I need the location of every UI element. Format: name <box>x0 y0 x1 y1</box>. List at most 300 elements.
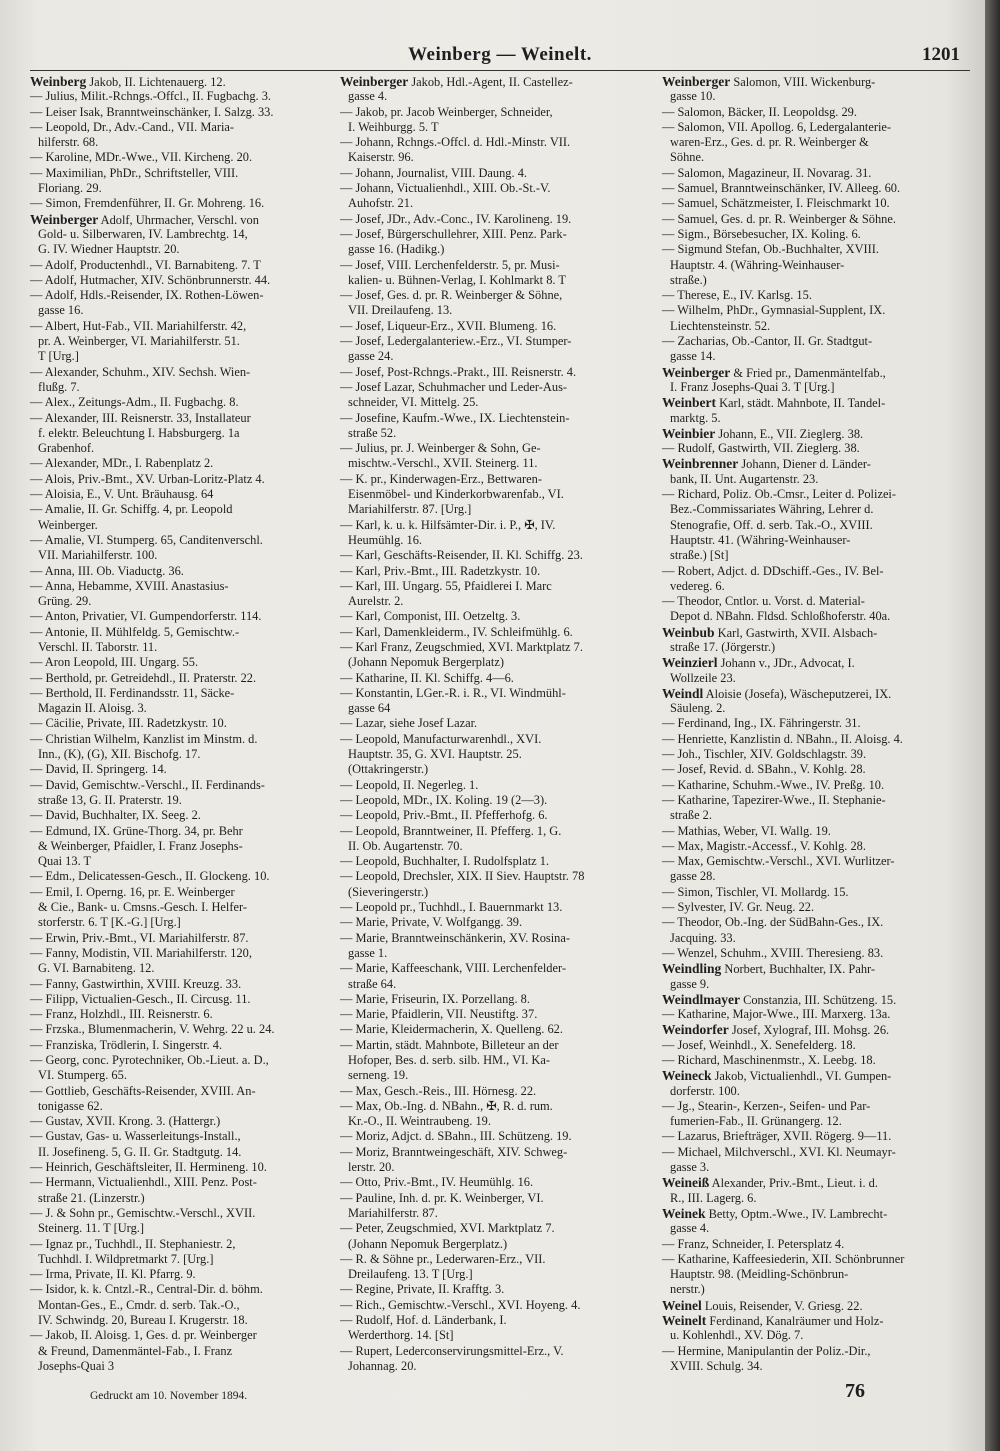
directory-line: — Katharine, II. Kl. Schiffg. 4—6. <box>340 670 514 685</box>
directory-line: — Katharine, Major-Wwe., III. Marxerg. 13a. <box>662 1007 891 1022</box>
directory-line: — Josef, Ledergalanteriew.-Erz., VI. Stumper- <box>340 334 572 349</box>
directory-entry-head <box>662 74 972 89</box>
directory-line: — Marie, Kaffeeschank, VIII. Lerchenfelder- <box>340 961 566 976</box>
directory-line: gasse 4. <box>670 1221 710 1236</box>
directory-line: Steinerg. 11. T [Urg.] <box>38 1221 145 1236</box>
print-date: Gedruckt am 10. November 1894. <box>90 1390 248 1402</box>
entry-text: Johann v., JDr., Advocat, I. <box>717 656 855 671</box>
directory-line: Hofoper, Bes. d. serb. silb. HM., VI. Ka- <box>348 1053 550 1067</box>
directory-line: — Johann, Journalist, VIII. Daung. 4. <box>340 165 527 180</box>
directory-line: — Alois, Priv.-Bmt., XV. Urban-Loritz-Platz 4. <box>30 471 265 486</box>
directory-line: & Weinberger, Pfaidler, I. Franz Josephs- <box>38 838 243 853</box>
directory-line: G. VI. Barnabiteng. 12. <box>38 961 155 976</box>
directory-line: — Simon, Tischler, VI. Mollardg. 15. <box>662 884 849 899</box>
entry-text: & Fried pr., Damenmäntelfab., <box>730 365 886 380</box>
directory-line: — Ferdinand, Ing., IX. Fähringerstr. 31. <box>662 716 861 731</box>
directory-line: — Katharine, Tapezirer-Wwe., II. Stephanie- <box>662 792 886 807</box>
directory-line: Verschl. II. Taborstr. 11. <box>38 639 158 654</box>
directory-line: — Josef, VIII. Lerchenfelderstr. 5, pr. Musi- <box>340 257 560 272</box>
entry-text: Norbert, Buchhalter, IX. Pahr- <box>721 962 876 977</box>
directory-line: straße 13, G. II. Praterstr. 19. <box>38 792 182 807</box>
directory-line: IV. Schwindg. 20, Bureau I. Krugerstr. 18. <box>38 1313 248 1328</box>
directory-line: — Peter, Zeugschmied, XVI. Marktplatz 7. <box>340 1221 555 1236</box>
directory-line: Montan-Ges., E., Cmdr. d. serb. Tak.-O., <box>38 1297 240 1312</box>
directory-line: — Marie, Kleidermacherin, X. Quelleng. 62. <box>340 1022 563 1037</box>
directory-line: — Salomon, VII. Apollog. 6, Ledergalanterie- <box>662 119 892 134</box>
directory-line: — Mathias, Weber, VI. Wallg. 19. <box>662 823 831 838</box>
directory-line: — Ignaz pr., Tuchhdl., II. Stephaniestr. 2, <box>30 1236 236 1251</box>
directory-line: Kaiserstr. 96. <box>348 150 414 165</box>
directory-entry-head <box>662 1068 972 1083</box>
directory-line: — R. & Söhne pr., Lederwaren-Erz., VII. <box>340 1251 546 1266</box>
directory-line: Grabenhof. <box>38 441 95 456</box>
directory-line: — Alex., Zeitungs-Adm., II. Fugbachg. 8. <box>30 395 239 410</box>
surname: Weineiß <box>662 1175 710 1191</box>
directory-line: — Johann, Victualienhdl., XIII. Ob.-St.-V. <box>340 181 551 196</box>
directory-line: I. Franz Josephs-Quai 3. T [Urg.] <box>670 379 835 394</box>
entry-text: Alexander, Priv.-Bmt., Lieut. i. d. <box>709 1176 878 1191</box>
directory-line: f. elektr. Beleuchtung I. Habsburgerg. 1a <box>38 425 240 440</box>
directory-line: — Josefine, Kaufm.-Wwe., IX. Liechtenstein- <box>340 410 570 425</box>
entry-text: Louis, Reisender, V. Griesg. 22. <box>701 1298 863 1313</box>
directory-line: gasse 24. <box>348 349 394 364</box>
directory-entry-head <box>662 961 972 976</box>
directory-line: — Leopold, Buchhalter, I. Rudolfsplatz 1. <box>340 854 550 869</box>
directory-line: gasse 4. <box>348 89 388 104</box>
directory-line: R., III. Lagerg. 6. <box>670 1190 757 1205</box>
directory-line: Grüng. 29. <box>38 594 92 609</box>
directory-line: Inn., (K), (G), XII. Bischofg. 17. <box>38 747 201 762</box>
directory-line: VII. Mariahilferstr. 100. <box>38 548 158 563</box>
directory-line: Kr.-O., II. Weintraubeng. 19. <box>348 1114 491 1129</box>
column-1 <box>30 74 350 1374</box>
directory-line: II. Ob. Augartenstr. 70. <box>348 838 463 853</box>
directory-line: u. Kohlenhdl., XV. Dög. 7. <box>670 1328 804 1343</box>
directory-line: — Josef, JDr., Adv.-Conc., IV. Karolineng. 19. <box>340 211 572 226</box>
surname: Weinberger <box>340 74 409 89</box>
directory-line: & Cie., Bank- u. Cmsns.-Gesch. I. Helfer- <box>38 900 247 915</box>
directory-line: — Sigm., Börsebesucher, IX. Koling. 6. <box>662 226 861 241</box>
directory-line: — Heinrich, Geschäftsleiter, II. Hermineng. 10. <box>30 1160 267 1175</box>
directory-line: straße 52. <box>348 425 397 440</box>
directory-line: — Isidor, k. k. Cntzl.-R., Central-Dir. d. böhm. <box>30 1282 263 1297</box>
directory-entry-head <box>340 74 660 89</box>
directory-line: — Rich., Gemischtw.-Verschl., XVI. Hoyeng. 4. <box>340 1297 581 1312</box>
directory-line: straße 2. <box>670 808 712 823</box>
directory-line: Heumühlg. 16. <box>348 532 422 547</box>
directory-line: flußg. 7. <box>38 379 80 394</box>
sheet-number: 76 <box>845 1380 865 1402</box>
directory-line: Söhne. <box>670 150 705 165</box>
directory-line: XVIII. Schulg. 34. <box>670 1358 763 1373</box>
column-3 <box>662 74 972 1374</box>
directory-line: Floriang. 29. <box>38 181 102 196</box>
entry-text: Salomon, VIII. Wickenburg- <box>730 75 876 89</box>
surname: Weineck <box>662 1068 712 1084</box>
directory-line: straße 64. <box>348 976 397 991</box>
directory-line: Quai 13. T <box>38 854 92 869</box>
directory-line: — Anton, Privatier, VI. Gumpendorferstr. 114. <box>30 609 262 624</box>
surname: Weinberger <box>662 364 731 380</box>
directory-line: — Marie, Pfaidlerin, VII. Neustiftg. 37. <box>340 1007 538 1022</box>
directory-entry-head <box>662 1206 972 1221</box>
entry-text: Ferdinand, Kanalräumer und Holz- <box>706 1314 884 1329</box>
surname: Weinek <box>662 1205 706 1221</box>
directory-line: (Johann Nepomuk Bergerplatz) <box>348 655 504 670</box>
entry-text: Jakob, Victualienhdl., VI. Gumpen- <box>711 1069 892 1084</box>
page-title: Weinberg — Weinelt. <box>408 44 592 65</box>
directory-line: — Anna, Hebamme, XVIII. Anastasius- <box>30 578 229 593</box>
entry-text: Johann, Diener d. Länder- <box>738 457 871 472</box>
directory-line: — Joh., Tischler, XIV. Goldschlagstr. 39. <box>662 747 867 762</box>
directory-line: — Jg., Stearin-, Kerzen-, Seifen- und Par- <box>662 1098 871 1113</box>
directory-line: — Jakob, II. Aloisg. 1, Ges. d. pr. Weinberger <box>30 1328 257 1343</box>
directory-line: — Karl, Damenkleiderm., IV. Schleifmühlg. 6. <box>340 624 573 639</box>
directory-line: — Gottlieb, Geschäfts-Reisender, XVIII. An- <box>30 1083 256 1098</box>
directory-line: (Ottakringerstr.) <box>348 762 429 777</box>
surname: Weinberg <box>30 74 87 89</box>
directory-line: — Julius, Milit.-Rchngs.-Offcl., II. Fugbachg. 3. <box>30 89 272 104</box>
directory-line: VII. Dreilaufeng. 13. <box>348 303 453 318</box>
directory-line: storferstr. 6. T [K.-G.] [Urg.] <box>38 915 181 930</box>
directory-line: — Samuel, Branntweinschänker, IV. Alleeg. 60. <box>662 181 901 196</box>
directory-entry-head <box>662 686 972 701</box>
directory-line: — Rudolf, Hof. d. Länderbank, I. <box>340 1313 507 1328</box>
directory-line: — Franz, Schneider, I. Petersplatz 4. <box>662 1236 845 1251</box>
directory-line: — Salomon, Bäcker, II. Leopoldsg. 29. <box>662 104 857 119</box>
directory-line: — Karoline, MDr.-Wwe., VII. Kircheng. 20. <box>30 150 253 165</box>
page-header <box>30 44 970 68</box>
entry-text: Karl, städt. Mahnbote, II. Tandel- <box>716 396 886 411</box>
directory-line: Magazin II. Aloisg. 3. <box>38 701 147 716</box>
surname: Weindl <box>662 685 704 701</box>
directory-line: gasse 1. <box>348 945 388 960</box>
directory-line: — Therese, E., IV. Karlsg. 15. <box>662 288 812 303</box>
scan-edge <box>985 0 1000 1451</box>
directory-line: straße 21. (Linzerstr.) <box>38 1190 145 1205</box>
directory-entry-head <box>662 395 972 410</box>
directory-line: gasse 16. <box>38 303 84 318</box>
directory-line: — Cäcilie, Private, III. Radetzkystr. 10. <box>30 716 227 731</box>
directory-line: — Anna, III. Ob. Viaductg. 36. <box>30 563 184 578</box>
directory-line: — Aloisia, E., V. Unt. Bräuhausg. 64 <box>30 487 214 502</box>
directory-line: — Edm., Delicatessen-Gesch., II. Glockeng. 10. <box>30 869 270 884</box>
entry-text: Adolf, Uhrmacher, Verschl. von <box>98 212 259 227</box>
directory-line: Hauptstr. 98. (Meidling-Schönbrun- <box>670 1267 849 1282</box>
directory-line: tonigasse 62. <box>38 1098 103 1113</box>
header-rule <box>30 70 970 71</box>
directory-line: — Salomon, Magazineur, II. Novarag. 31. <box>662 165 872 180</box>
directory-line: — Fanny, Gastwirthin, XVIII. Kreuzg. 33. <box>30 976 242 991</box>
surname: Weinbert <box>662 395 716 411</box>
directory-line: — Martin, städt. Mahnbote, Billeteur an der <box>340 1037 559 1052</box>
directory-line: — Marie, Private, V. Wolfgangg. 39. <box>340 915 523 930</box>
directory-line: — Wilhelm, PhDr., Gymnasial-Supplent, IX. <box>662 303 886 318</box>
directory-line: — J. & Sohn pr., Gemischtw.-Verschl., XVII. <box>30 1205 256 1220</box>
directory-line: straße 17. (Jörgerstr.) <box>670 639 776 654</box>
directory-line: — Richard, Poliz. Ob.-Cmsr., Leiter d. Polizei- <box>662 487 897 502</box>
directory-line: gasse 64 <box>348 701 391 716</box>
directory-line: Weinberger. <box>38 517 98 532</box>
directory-line: — David, Gemischtw.-Verschl., II. Ferdinands- <box>30 777 265 792</box>
directory-line: pr. A. Weinberger, VI. Mariahilferstr. 51. <box>38 334 240 349</box>
directory-line: — Johann, Rchngs.-Offcl. d. Hdl.-Minstr. VII. <box>340 135 571 150</box>
directory-line: — Antonie, II. Mühlfeldg. 5, Gemischtw.- <box>30 624 240 639</box>
directory-line: gasse 16. (Hadikg.) <box>348 242 445 257</box>
surname: Weindlmayer <box>662 991 740 1007</box>
directory-line: (Sieveringerstr.) <box>348 884 429 899</box>
directory-line: II. Josefineng. 5, G. II. Gr. Stadtgutg. 14. <box>38 1144 242 1159</box>
directory-line: — David, Buchhalter, IX. Seeg. 2. <box>30 808 201 823</box>
directory-line: — Leopold, Drechsler, XIX. II Siev. Hauptstr. 78 <box>340 869 585 884</box>
directory-line: — Katharine, Schuhm.-Wwe., IV. Preßg. 10. <box>662 777 885 792</box>
directory-line: kalien- u. Bühnen-Verlag, I. Kohlmarkt 8. T <box>348 272 566 287</box>
directory-line: Hauptstr. 41. (Währing-Weinhauser- <box>670 532 851 547</box>
directory-line: gasse 10. <box>670 89 716 104</box>
directory-line: — Franziska, Trödlerin, I. Singerstr. 4. <box>30 1037 223 1052</box>
directory-line: — Alexander, III. Reisnerstr. 33, Installateur <box>30 410 251 425</box>
directory-line: — Max, Ob.-Ing. d. NBahn., ✠, R. d. rum. <box>340 1098 553 1113</box>
directory-line: — Gustav, XVII. Krong. 3. (Hattergr.) <box>30 1114 221 1129</box>
directory-line: — Theodor, Ob.-Ing. der SüdBahn-Ges., IX. <box>662 915 884 930</box>
directory-entry-head <box>662 1022 972 1037</box>
directory-line: Aurelstr. 2. <box>348 594 404 609</box>
directory-line: — Aron Leopold, III. Ungarg. 55. <box>30 655 199 670</box>
directory-line: T [Urg.] <box>38 349 79 364</box>
directory-line: Mariahilferstr. 87. <box>348 1205 438 1220</box>
directory-line: Jacquing. 33. <box>670 930 736 945</box>
directory-entry-head <box>662 1175 972 1190</box>
directory-line: — Josef Lazar, Schuhmacher und Leder-Aus- <box>340 379 568 394</box>
directory-line: — Karl Franz, Zeugschmied, XVI. Marktplatz 7. <box>340 639 583 654</box>
entry-text: Jakob, II. Lichtenauerg. 12. <box>86 75 226 89</box>
surname: Weinzierl <box>662 655 718 671</box>
directory-line: — Leopold pr., Tuchhdl., I. Bauernmarkt 13. <box>340 900 563 915</box>
directory-line: — K. pr., Kinderwagen-Erz., Bettwaren- <box>340 471 542 486</box>
directory-line: — Gustav, Gas- u. Wasserleitungs-Install., <box>30 1129 241 1144</box>
directory-line: — Amalie, VI. Stumperg. 65, Canditenverschl. <box>30 532 263 547</box>
directory-line: waren-Erz., Ges. d. pr. R. Weinberger & <box>670 135 869 150</box>
directory-line: — Richard, Maschinenmstr., X. Leebg. 18. <box>662 1053 876 1067</box>
directory-line: — Leopold, Dr., Adv.-Cand., VII. Maria- <box>30 119 235 134</box>
directory-line: Werderthorg. 14. [St] <box>348 1328 454 1343</box>
directory-line: Tuchhdl. I. Wildpretmarkt 7. [Urg.] <box>38 1251 214 1266</box>
directory-line: G. IV. Wiedner Hauptstr. 20. <box>38 242 180 257</box>
directory-line: Stenografie, Off. d. serb. Tak.-O., XVIII. <box>670 517 873 532</box>
surname: Weindling <box>662 961 722 977</box>
directory-line: gasse 3. <box>670 1160 710 1175</box>
directory-line: dorferstr. 100. <box>670 1083 740 1098</box>
directory-line: Gold- u. Silberwaren, IV. Lambrechtg. 14, <box>38 226 248 241</box>
surname: Weinbier <box>662 425 716 441</box>
directory-line: — Alexander, MDr., I. Rabenplatz 2. <box>30 456 214 471</box>
directory-line: — Karl, III. Ungarg. 55, Pfaidlerei I. Marc <box>340 578 552 593</box>
directory-line: schneider, VI. Mittelg. 25. <box>348 395 479 410</box>
directory-line: — Adolf, Hdls.-Reisender, IX. Rothen-Löwen- <box>30 288 264 303</box>
directory-line: Depot d. NBahn. Fldsd. Schloßhoferstr. 40a. <box>670 609 891 624</box>
directory-line: straße.) [St] <box>670 548 729 563</box>
directory-line: Hauptstr. 4. (Währing-Weinhauser- <box>670 257 845 272</box>
directory-line: — Leiser Isak, Branntweinschänker, I. Salzg. 33. <box>30 104 274 119</box>
directory-line: — Karl, Componist, III. Oetzeltg. 3. <box>340 609 521 624</box>
directory-line: — Leopold, II. Negerleg. 1. <box>340 777 479 792</box>
directory-line: — Karl, Geschäfts-Reisender, II. Kl. Schiffg. 23. <box>340 548 583 563</box>
directory-line: — Jakob, pr. Jacob Weinberger, Schneider, <box>340 104 553 119</box>
page-number: 1201 <box>922 44 960 65</box>
directory-line: — Marie, Friseurin, IX. Porzellang. 8. <box>340 991 530 1006</box>
directory-line: straße.) <box>670 272 707 287</box>
directory-line: nerstr.) <box>670 1282 705 1297</box>
directory-line: — Leopold, Priv.-Bmt., II. Pfefferhofg. 6. <box>340 808 548 823</box>
directory-line: serneng. 19. <box>348 1068 409 1083</box>
surname: Weinelt <box>662 1313 707 1329</box>
column-2 <box>340 74 660 1374</box>
directory-line: Dreilaufeng. 13. T [Urg.] <box>348 1267 473 1282</box>
directory-line: — Georg, conc. Pyrotechniker, Ob.-Lieut. a. D., <box>30 1053 269 1067</box>
directory-line: Mariahilferstr. 87. [Urg.] <box>348 502 472 517</box>
directory-line: — Rudolf, Gastwirth, VII. Zieglerg. 38. <box>662 441 860 456</box>
directory-line: (Johann Nepomuk Bergerplatz.) <box>348 1236 508 1251</box>
directory-line: — Leopold, Branntweiner, II. Pfefferg. 1, G. <box>340 823 562 838</box>
directory-line: marktg. 5. <box>670 410 721 425</box>
directory-line: — Amalie, II. Gr. Schiffg. 4, pr. Leopold <box>30 502 233 517</box>
directory-line: I. Weihburgg. 5. T <box>348 119 439 134</box>
directory-line: — Samuel, Schätzmeister, I. Fleischmarkt 10. <box>662 196 890 211</box>
directory-line: — Moriz, Adjct. d. SBahn., III. Schützeng. 19. <box>340 1129 572 1144</box>
directory-line: — Samuel, Ges. d. pr. R. Weinberger & Söhne. <box>662 211 896 226</box>
directory-line: — Christian Wilhelm, Kanzlist im Minstm. d. <box>30 731 258 746</box>
entry-text: Aloisie (Josefa), Wäscheputzerei, IX. <box>703 686 892 701</box>
directory-line: — Leopold, MDr., IX. Koling. 19 (2—3). <box>340 792 548 807</box>
directory-line: fumerien-Fab., II. Grünangerg. 12. <box>670 1114 842 1129</box>
directory-line: vedereg. 6. <box>670 578 725 593</box>
directory-line: — Berthold, II. Ferdinandsstr. 11, Säcke- <box>30 685 235 700</box>
surname: Weinberger <box>30 211 99 227</box>
directory-line: — Rupert, Lederconservirungsmittel-Erz., V. <box>340 1343 564 1358</box>
surname: Weindorfer <box>662 1022 729 1038</box>
entry-text: Jakob, Hdl.-Agent, II. Castellez- <box>408 75 573 89</box>
directory-line: — Fanny, Modistin, VII. Mariahilferstr. 120, <box>30 945 252 960</box>
directory-line: — Edmund, IX. Grüne-Thorg. 34, pr. Behr <box>30 823 243 838</box>
directory-line: — Henriette, Kanzlistin d. NBahn., II. Aloisg. 4. <box>662 731 903 746</box>
directory-line: — Hermann, Victualienhdl., XIII. Penz. Post- <box>30 1175 257 1190</box>
directory-line: — Hermine, Manipulantin der Poliz.-Dir., <box>662 1343 871 1358</box>
directory-entry-head <box>30 212 350 227</box>
directory-entry-head <box>662 365 972 380</box>
directory-line: — Josef, Bürgerschullehrer, XIII. Penz. Park- <box>340 226 567 241</box>
directory-line: — Robert, Adjct. d. DDschiff.-Ges., IV. Bel- <box>662 563 884 578</box>
directory-line: Bez.-Commissariates Währing, Lehrer d. <box>670 502 874 517</box>
directory-line: — Sigmund Stefan, Ob.-Buchhalter, XVIII. <box>662 242 879 257</box>
directory-line: — Albert, Hut-Fab., VII. Mariahilferstr. 42, <box>30 318 247 333</box>
directory-line: — Josef, Ges. d. pr. R. Weinberger & Söhne, <box>340 288 563 303</box>
directory-line: — Irma, Private, II. Kl. Pfarrg. 9. <box>30 1267 196 1282</box>
directory-line: Hauptstr. 35, G. XVI. Hauptstr. 25. <box>348 747 522 762</box>
directory-line: — Michael, Milchverschl., XVI. Kl. Neumayr- <box>662 1144 896 1159</box>
directory-line: — Josef, Post-Rchngs.-Prakt., III. Reisnerstr. 4. <box>340 364 577 379</box>
directory-line: — Max, Gesch.-Reis., III. Hörnesg. 22. <box>340 1083 537 1098</box>
directory-line: — Julius, pr. J. Weinberger & Sohn, Ge- <box>340 441 541 456</box>
directory-entry-head <box>662 1298 972 1313</box>
directory-line: gasse 14. <box>670 349 716 364</box>
directory-line: — Wenzel, Schuhm., XVIII. Theresieng. 83. <box>662 945 884 960</box>
directory-line: — Moriz, Branntweingeschäft, XIV. Schweg- <box>340 1144 568 1159</box>
directory-line: — Zacharias, Ob.-Cantor, II. Gr. Stadtgut- <box>662 334 873 349</box>
directory-entry-head <box>662 426 972 441</box>
directory-line: — Adolf, Productenhdl., VI. Barnabiteng. 7. T <box>30 257 261 272</box>
directory-entry-head <box>662 655 972 670</box>
directory-line: — Katharine, Kaffeesiederin, XII. Schönbrunner <box>662 1251 905 1266</box>
surname: Weinel <box>662 1297 702 1313</box>
directory-entry-head <box>30 74 350 89</box>
directory-line: — Josef, Weinhdl., X. Senefelderg. 18. <box>662 1037 856 1052</box>
surname: Weinbrenner <box>662 456 739 472</box>
directory-line: — Adolf, Hutmacher, XIV. Schönbrunnerstr. 44. <box>30 272 271 287</box>
directory-line: bank, II. Unt. Augartenstr. 23. <box>670 471 819 486</box>
directory-line: — Max, Gemischtw.-Verschl., XVI. Wurlitzer- <box>662 854 895 869</box>
directory-line: Josephs-Quai 3 <box>38 1358 115 1373</box>
directory-line: — Max, Magistr.-Accessf., V. Kohlg. 28. <box>662 838 866 853</box>
directory-line: — Maximilian, PhDr., Schriftsteller, VIII. <box>30 165 239 180</box>
directory-entry-head <box>662 1313 972 1328</box>
directory-line: lerstr. 20. <box>348 1160 395 1175</box>
directory-line: — Alexander, Schuhm., XIV. Sechsh. Wien- <box>30 364 251 379</box>
entry-text: Betty, Optm.-Wwe., IV. Lambrecht- <box>705 1206 888 1221</box>
directory-line: mischtw.-Verschl., XVII. Steinerg. 11. <box>348 456 538 471</box>
directory-line: — Theodor, Cntlor. u. Vorst. d. Material- <box>662 594 865 609</box>
directory-line: — Lazar, siehe Josef Lazar. <box>340 716 478 731</box>
directory-line: Liechtensteinstr. 52. <box>670 318 771 333</box>
directory-entry-head <box>662 625 972 640</box>
entry-text: Karl, Gastwirth, XVII. Alsbach- <box>714 625 878 640</box>
directory-line: — Karl, k. u. k. Hilfsämter-Dir. i. P., ✠, IV. <box>340 517 556 532</box>
directory-line: — Regine, Private, II. Krafftg. 3. <box>340 1282 505 1297</box>
directory-line: — Pauline, Inh. d. pr. K. Weinberger, VI. <box>340 1190 544 1205</box>
directory-entry-head <box>662 456 972 471</box>
directory-line: — Simon, Fremdenführer, II. Gr. Mohreng. 16. <box>30 196 265 211</box>
directory-line: — Filipp, Victualien-Gesch., II. Circusg. 11. <box>30 991 251 1006</box>
directory-line: Eisenmöbel- und Kinderkorbwarenfab., VI. <box>348 487 564 502</box>
directory-line: — Lazarus, Briefträger, XVII. Rögerg. 9—11. <box>662 1129 892 1144</box>
directory-line: gasse 28. <box>670 869 716 884</box>
directory-line: — Otto, Priv.-Bmt., IV. Heumühlg. 16. <box>340 1175 534 1190</box>
directory-line: — Marie, Branntweinschänkerin, XV. Rosina- <box>340 930 570 945</box>
surname: Weinbub <box>662 624 715 640</box>
directory-line: — Erwin, Priv.-Bmt., VI. Mariahilferstr. 87. <box>30 930 249 945</box>
directory-line: gasse 9. <box>670 976 710 991</box>
directory-line: — David, II. Springerg. 14. <box>30 762 167 777</box>
directory-line: — Frzska., Blumenmacherin, V. Wehrg. 22 u. 24. <box>30 1022 275 1037</box>
directory-entry-head <box>662 992 972 1007</box>
entry-text: Constanzia, III. Schützeng. 15. <box>740 992 897 1007</box>
directory-line: hilferstr. 68. <box>38 135 99 150</box>
entry-text: Josef, Xylograf, III. Mohsg. 26. <box>728 1023 890 1038</box>
directory-line: & Freund, Damenmäntel-Fab., I. Franz <box>38 1343 233 1358</box>
directory-line: Auhofstr. 21. <box>348 196 414 211</box>
directory-line: — Leopold, Manufacturwarenhdl., XVI. <box>340 731 542 746</box>
directory-line: — Sylvester, IV. Gr. Neug. 22. <box>662 900 815 915</box>
directory-line: — Josef, Liqueur-Erz., XVII. Blumeng. 16. <box>340 318 557 333</box>
directory-line: Säuleng. 2. <box>670 701 726 716</box>
directory-line: — Konstantin, LGer.-R. i. R., VI. Windmühl- <box>340 685 566 700</box>
directory-line: Johannag. 20. <box>348 1358 417 1373</box>
directory-line: — Josef, Revid. d. SBahn., V. Kohlg. 28. <box>662 762 866 777</box>
directory-line: — Karl, Priv.-Bmt., III. Radetzkystr. 10. <box>340 563 541 578</box>
entry-text: Johann, E., VII. Zieglerg. 38. <box>715 426 864 441</box>
directory-line: — Franz, Holzhdl., III. Reisnerstr. 6. <box>30 1007 213 1022</box>
directory-line: — Berthold, pr. Getreidehdl., II. Praterstr. 22. <box>30 670 257 685</box>
directory-line: Wollzeile 23. <box>670 670 736 685</box>
